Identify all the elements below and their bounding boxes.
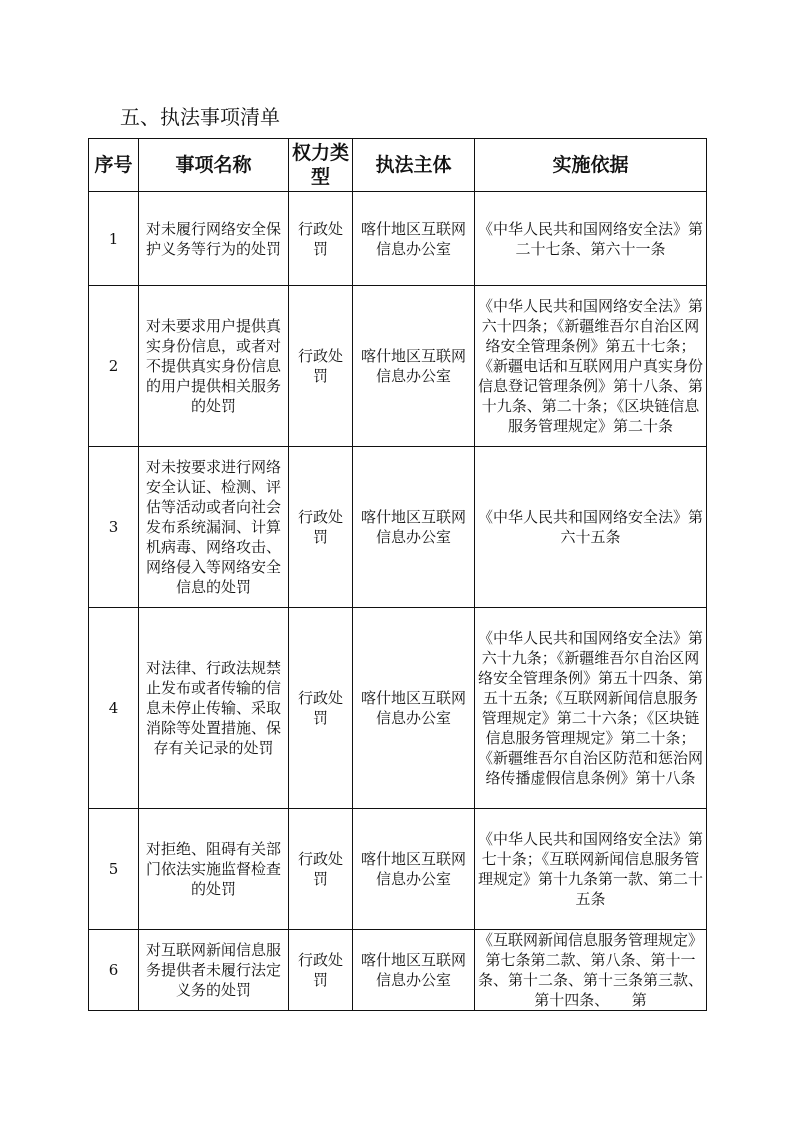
row-body: 喀什地区互联网信息办公室 [353,286,475,447]
row-name: 对互联网新闻信息服务提供者未履行法定义务的处罚 [139,930,289,1011]
table-row [89,286,707,447]
row-type: 行政处罚 [289,286,353,447]
table-row [89,608,707,809]
row-basis: 《中华人民共和国网络安全法》第六十五条 [475,447,707,608]
row-num: 2 [89,286,139,447]
row-name: 对拒绝、阻碍有关部门依法实施监督检查的处罚 [139,809,289,930]
row-type: 行政处罚 [289,447,353,608]
row-body: 喀什地区互联网信息办公室 [353,930,475,1011]
row-name: 对未要求用户提供真实身份信息，或者对不提供真实身份信息的用户提供相关服务的处罚 [139,286,289,447]
row-type: 行政处罚 [289,192,353,286]
row-num: 4 [89,608,139,809]
header-num: 序号 [89,139,139,192]
row-num: 3 [89,447,139,608]
enforcement-items-table [88,138,707,1011]
row-type: 行政处罚 [289,930,353,1011]
row-basis: 《中华人民共和国网络安全法》第七十条；《互联网新闻信息服务管理规定》第十九条第一款、第二十五条 [475,809,707,930]
row-name: 对未履行网络安全保护义务等行为的处罚 [139,192,289,286]
row-basis: 《中华人民共和国网络安全法》第六十四条；《新疆维吾尔自治区网络安全管理条例》第五十七条；《新疆电话和互联网用户真实身份信息登记管理条例》第十八条、第十九条、第二十条；《区块链信息服务管理规定》第二十条 [475,286,707,447]
row-name: 对未按要求进行网络安全认证、检测、评估等活动或者向社会发布系统漏洞、计算机病毒、网络攻击、网络侵入等网络安全信息的处罚 [139,447,289,608]
row-body: 喀什地区互联网信息办公室 [353,608,475,809]
header-body: 执法主体 [353,139,475,192]
row-body: 喀什地区互联网信息办公室 [353,192,475,286]
table-row [89,930,707,1011]
row-basis: 《中华人民共和国网络安全法》第六十九条；《新疆维吾尔自治区网络安全管理条例》第五十四条、第五十五条;《互联网新闻信息服务管理规定》第二十六条；《区块链信息服务管理规定》第二十条；《新疆维吾尔自治区防范和惩治网络传播虚假信息条例》第十八条 [475,608,707,809]
table-row [89,809,707,930]
row-type: 行政处罚 [289,608,353,809]
header-type: 权力类型 [289,139,353,192]
row-num: 6 [89,930,139,1011]
row-body: 喀什地区互联网信息办公室 [353,447,475,608]
row-name: 对法律、行政法规禁止发布或者传输的信息未停止传输、采取消除等处置措施、保存有关记录的处罚 [139,608,289,809]
row-basis: 《互联网新闻信息服务管理规定》第七条第二款、第八条、第十一条、第十二条、第十三条第三款、第十四条、 第 [475,930,707,1011]
table-row [89,192,707,286]
row-num: 5 [89,809,139,930]
header-basis: 实施依据 [475,139,707,192]
section-title: 五、执法事项清单 [120,105,280,129]
table-row [89,447,707,608]
row-body: 喀什地区互联网信息办公室 [353,809,475,930]
table-header-row [89,139,707,192]
row-num: 1 [89,192,139,286]
header-name: 事项名称 [139,139,289,192]
row-basis: 《中华人民共和国网络安全法》第二十七条、第六十一条 [475,192,707,286]
row-type: 行政处罚 [289,809,353,930]
